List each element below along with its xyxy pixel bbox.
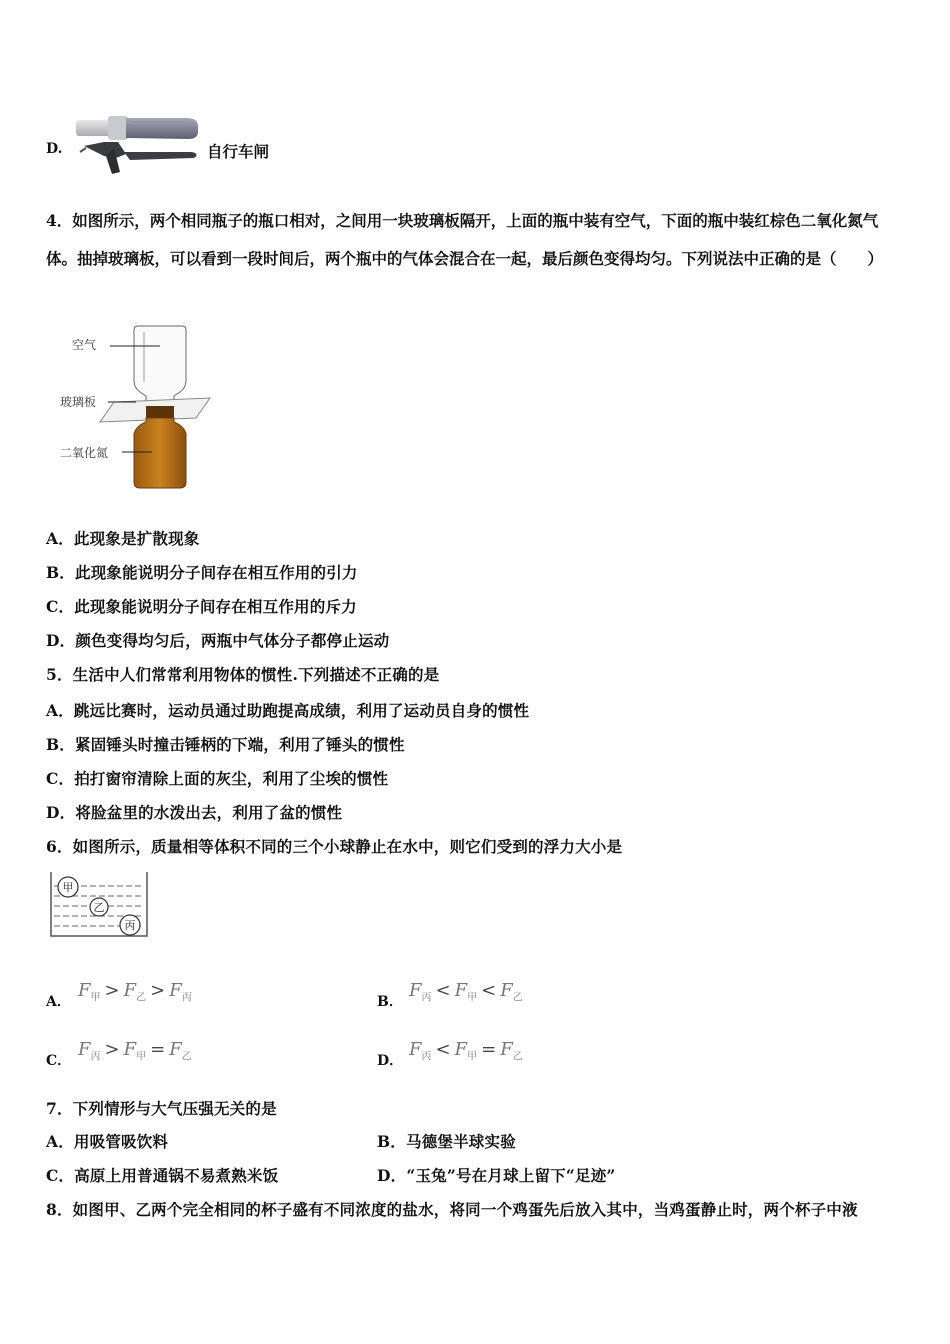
q4-option-c: C．此现象能说明分子间存在相互作用的斥力 (46, 597, 357, 616)
q8-stem: 8．如图甲、乙两个完全相同的杯子盛有不同浓度的盐水，将同一个鸡蛋先后放入其中，当鸡蛋静止时，两个杯子中液 (46, 1200, 858, 1219)
ball-label-jia: 甲 (62, 881, 74, 894)
q6-stem: 6．如图所示，质量相等体积不同的三个小球静止在水中，则它们受到的浮力大小是 (46, 837, 623, 856)
q4-option-d: D．颜色变得均匀后，两瓶中气体分子都停止运动 (46, 631, 390, 650)
q4-label-glass: 玻璃板 (60, 395, 97, 409)
q4-stem: 4．如图所示，两个相同瓶子的瓶口相对，之间用一块玻璃板隔开，上面的瓶中装有空气，下面的瓶中装红棕色二氧化氮气体。抽掉玻璃板，可以看到一段时间后，两个瓶中的气体会混合在一起，最后颜色变得均匀。下列说法中正确的是（ ） (46, 211, 884, 268)
q4-option-a: A．此现象是扩散现象 (46, 529, 200, 548)
q4-label-air: 空气 (72, 338, 97, 352)
q4-option-b: B．此现象能说明分子间存在相互作用的引力 (46, 563, 358, 582)
q7-option-a: A．用吸管吸饮料 (46, 1132, 169, 1151)
q5-option-b: B．紧固锤头时撞击锤柄的下端，利用了锤头的惯性 (46, 735, 405, 754)
q5-option-d: D．将脸盆里的水泼出去，利用了盆的惯性 (46, 803, 343, 822)
q3-option-d-letter: D. (46, 141, 63, 157)
q6-option-b-letter: B． (377, 994, 403, 1010)
ball-label-yi: 乙 (93, 901, 105, 914)
q6-option-b-formula: $F_丙 < F_甲 < F_乙$ (409, 980, 523, 1004)
q5-stem: 5．生活中人们常常利用物体的惯性.下列描述不正确的是 (46, 665, 440, 684)
q3-option-d-caption: 自行车闸 (207, 142, 270, 161)
q5-option-a: A．跳远比赛时，运动员通过助跑提高成绩，利用了运动员自身的惯性 (46, 701, 530, 720)
q6-option-c-letter: C． (46, 1053, 72, 1069)
q6-option-d-letter: D． (377, 1053, 404, 1069)
q7-option-c: C．高原上用普通锅不易煮熟米饭 (46, 1166, 279, 1185)
q6-option-c-formula: $F_丙 > F_甲 = F_乙$ (78, 1039, 192, 1063)
q6-option-d-formula: $F_丙 < F_甲 = F_乙$ (409, 1039, 523, 1063)
q6-figure-balls-in-water (48, 870, 150, 940)
bicycle-brake-image (74, 112, 206, 182)
q7-option-d: D．“玉兔”号在月球上留下“足迹” (377, 1166, 616, 1185)
ball-label-bing: 丙 (124, 919, 136, 932)
q4-label-no2: 二氧化氮 (60, 446, 109, 460)
q6-option-a-formula: $F_甲 > F_乙 > F_丙$ (78, 980, 192, 1004)
q6-option-a-letter: A． (46, 994, 71, 1010)
q5-option-c: C．拍打窗帘清除上面的灰尘，利用了尘埃的惯性 (46, 769, 389, 788)
q7-option-b: B．马德堡半球实验 (377, 1132, 516, 1151)
q7-stem: 7．下列情形与大气压强无关的是 (46, 1099, 277, 1118)
